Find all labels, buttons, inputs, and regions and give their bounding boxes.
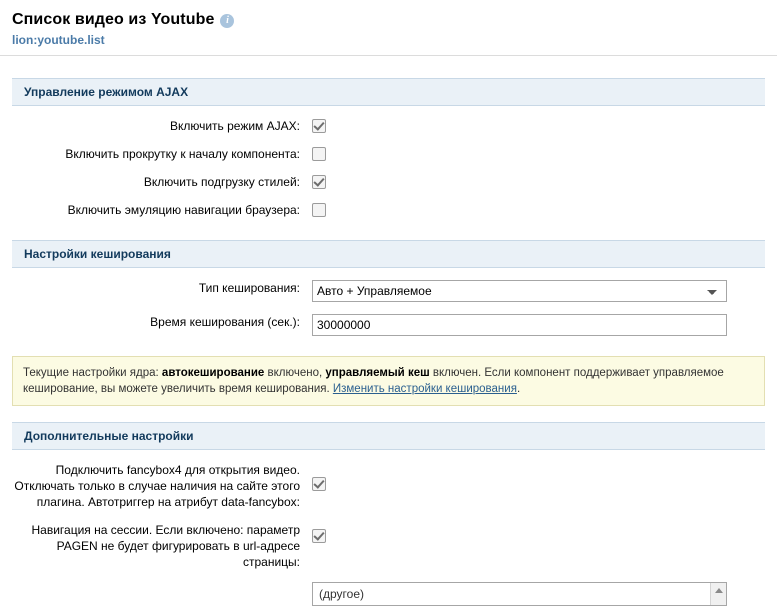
scroll-up-icon[interactable] bbox=[711, 584, 726, 596]
section-header-extra: Дополнительные настройки bbox=[12, 422, 765, 450]
multi-select-option[interactable]: (другое) bbox=[319, 587, 364, 601]
setting-field bbox=[312, 462, 765, 491]
notice-text-1: Текущие настройки ядра: bbox=[23, 367, 162, 379]
setting-label: Время кеширования (сек.): bbox=[150, 315, 300, 329]
notice-text-3: включен. Если компонент поддерживает управляемое кеширование, вы можете увеличить время кеширования. bbox=[23, 367, 724, 395]
setting-row bbox=[12, 308, 765, 342]
page-header bbox=[0, 0, 777, 47]
setting-row bbox=[12, 196, 765, 224]
component-code: lion:youtube.list bbox=[12, 33, 105, 47]
notice-bold-2: управляемый кеш bbox=[325, 367, 430, 379]
enable-styles-loading-checkbox[interactable] bbox=[312, 175, 326, 189]
page-title: Список видео из Youtube bbox=[12, 11, 215, 28]
multi-select-list[interactable] bbox=[312, 582, 727, 606]
enable-browser-history-checkbox[interactable] bbox=[312, 203, 326, 217]
scrollbar[interactable] bbox=[710, 583, 726, 605]
info-icon[interactable]: i bbox=[220, 14, 234, 28]
setting-label: Включить прокрутку к началу компонента: bbox=[65, 147, 300, 161]
setting-row bbox=[12, 168, 765, 196]
setting-field bbox=[312, 174, 765, 189]
setting-row bbox=[12, 516, 765, 576]
setting-field bbox=[312, 118, 765, 133]
enable-fancybox-checkbox[interactable] bbox=[312, 477, 326, 491]
cache-settings-link[interactable]: Изменить настройки кеширования bbox=[332, 383, 517, 395]
cache-notice bbox=[12, 356, 765, 406]
setting-field bbox=[312, 582, 765, 606]
section-rows-cache bbox=[12, 268, 765, 406]
section-header-cache: Настройки кеширования bbox=[12, 240, 765, 268]
notice-text-4: . bbox=[516, 383, 521, 395]
setting-field bbox=[312, 146, 765, 161]
setting-label: Включить подгрузку стилей: bbox=[143, 175, 300, 189]
section-rows-extra bbox=[12, 450, 765, 612]
setting-label: Навигация на сессии. Если включено: параметр PAGEN не будет фигурировать в url-адресе страницы: bbox=[31, 523, 300, 569]
setting-row bbox=[12, 140, 765, 168]
notice-bold-1: автокеширование bbox=[161, 367, 265, 379]
setting-field bbox=[312, 314, 765, 336]
setting-row bbox=[12, 456, 765, 516]
header-divider bbox=[0, 55, 777, 56]
notice-text-2: включено, bbox=[264, 367, 326, 379]
setting-row bbox=[12, 274, 765, 308]
setting-label: Включить режим AJAX: bbox=[169, 119, 300, 133]
setting-field bbox=[312, 202, 765, 217]
cache-time-input[interactable] bbox=[312, 314, 727, 336]
setting-label: Включить эмуляцию навигации браузера: bbox=[67, 203, 300, 217]
setting-label: Тип кеширования: bbox=[198, 281, 300, 295]
section-header-ajax: Управление режимом AJAX bbox=[12, 78, 765, 106]
setting-label: Подключить fancybox4 для открытия видео. Отключать только в случае наличия на сайте этого плагина. Автотриггер на атрибут data-fancybox: bbox=[14, 463, 300, 509]
title-row bbox=[12, 10, 765, 30]
setting-field bbox=[312, 280, 765, 302]
section-rows-ajax bbox=[12, 106, 765, 224]
cache-type-select[interactable] bbox=[312, 280, 727, 302]
settings-content bbox=[0, 78, 777, 612]
setting-row bbox=[12, 112, 765, 140]
setting-row bbox=[12, 576, 765, 612]
enable-ajax-checkbox[interactable] bbox=[312, 119, 326, 133]
enable-scroll-top-checkbox[interactable] bbox=[312, 147, 326, 161]
setting-field bbox=[312, 522, 765, 543]
session-navigation-checkbox[interactable] bbox=[312, 529, 326, 543]
